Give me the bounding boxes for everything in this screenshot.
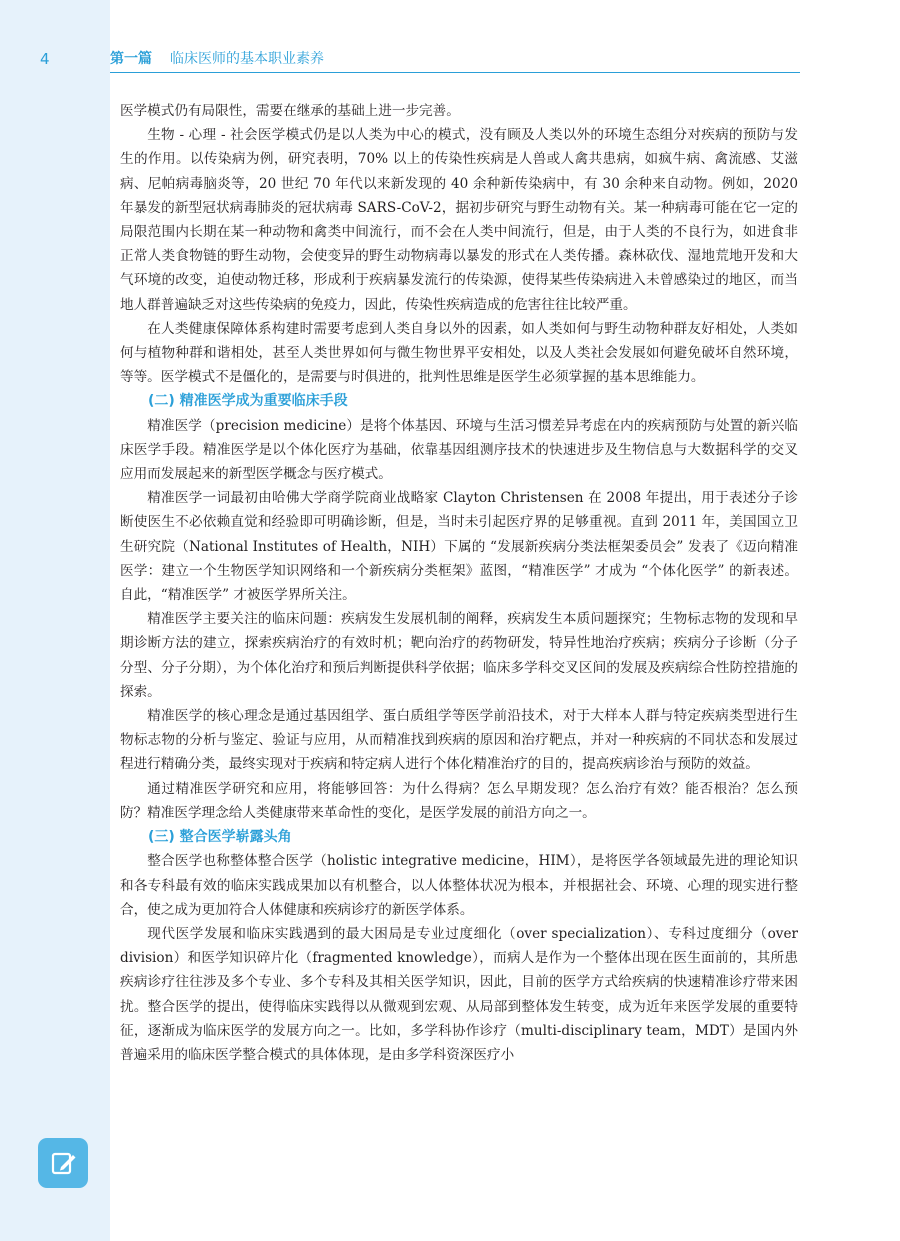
header-rule: [110, 72, 800, 73]
paragraph: 精准医学的核心理念是通过基因组学、蛋白质组学等医学前沿技术，对于大样本人群与特定疾病类型进行生物标志物的分析与鉴定、验证与应用，从而精准找到疾病的原因和治疗靶点，并对一种疾病的不同状态和发展过程进行精确分类，最终实现对于疾病和特定病人进行个体化精准治疗的目的，提高疾病诊治与预防的效益。: [120, 708, 798, 773]
paragraph: 精准医学一词最初由哈佛大学商学院商业战略家 Clayton Christensen 在 2008 年提出，用于表述分子诊断使医生不必依赖直觉和经验即可明确诊断，但是，当时未引起医疗界的足够重视。直到 2011 年，美国国立卫生研究院（National Institutes of Health，NIH）下属的 “发展新疾病分类法框架委员会” 发表了《迈向精准医学：建立一个生物医学知识网络和一个新疾病分类框架》蓝图，“精准医学” 才成为 “个体化医学” 的新表述。自此，“精准医学” 才被医学界所关注。: [120, 490, 798, 604]
paragraph: 通过精准医学研究和应用，将能够回答：为什么得病？怎么早期发现？怎么治疗有效？能否根治？怎么预防？精准医学理念给人类健康带来革命性的变化，是医学发展的前沿方向之一。: [120, 780, 798, 821]
paragraph: 精准医学（precision medicine）是将个体基因、环境与生活习惯差异考虑在内的疾病预防与处置的新兴临床医学手段。精准医学是以个体化医疗为基础，依靠基因组测序技术的快速进步及生物信息与大数据科学的交叉应用而发展起来的新型医学概念与医疗模式。: [120, 417, 798, 483]
paragraph: 精准医学主要关注的临床问题：疾病发生发展机制的阐释，疾病发生本质问题探究；生物标志物的发现和早期诊断方法的建立，探索疾病治疗的有效时机；靶向治疗的药物研发，特异性地治疗疾病；疾病分子诊断（分子分型、分子分期），为个体化治疗和预后判断提供科学依据；临床多学科交叉区间的发展及疾病综合性防控措施的探索。: [120, 611, 798, 700]
running-header: [110, 48, 810, 68]
paragraph: 医学模式仍有局限性，需要在继承的基础上进一步完善。: [120, 103, 460, 119]
paragraph: 整合医学也称整体整合医学（holistic integrative medicine，HIM），是将医学各领域最先进的理论知识和各专科最有效的临床实践成果加以有机整合，以人体整体状况为根本，并根据社会、环境、心理的现实进行整合，使之成为更加符合人体健康和疾病诊疗的新医学体系。: [120, 853, 798, 918]
paragraph: 现代医学发展和临床实践遇到的最大困局是专业过度细化（over specialization）、专科过度细分（over division）和医学知识碎片化（fragmented knowledge），而病人是作为一个整体出现在医生面前的，其所患疾病诊疗往往涉及多个专业、多个专科及其相关医学知识，因此，目前的医学方式给疾病的快速精准诊疗带来困扰。整合医学的提出，使得临床实践得以从微观到宏观、从局部到整体发生转变，成为近年来医学发展的重要特征，逐渐成为临床医学的发展方向之一。比如，多学科协作诊疗（multi-disciplinary team，MDT）是国内外普遍采用的临床医学整合模式的具体体现，是由多学科资深医疗小: [120, 925, 798, 1063]
margin-strip: [0, 0, 110, 1241]
pencil-icon: [48, 1148, 78, 1178]
paragraph: 生物 - 心理 - 社会医学模式仍是以人类为中心的模式，没有顾及人类以外的环境生态组分对疾病的预防与发生的作用。以传染病为例，研究表明，70% 以上的传染性疾病是人兽或人禽共患病，如疯牛病、禽流感、艾滋病、尼帕病毒脑炎等，20 世纪 70 年代以来新发现的 40 余种新传染病中，有 30 余种来自动物。例如，2020 年暴发的新型冠状病毒肺炎的冠状病毒 SARS-CoV-2，据初步研究与野生动物有关。某一种病毒可能在它一定的局限范围内长期在某一种动物和禽类中间流行，而不会在人类中间流行，但是，由于人类的不良行为，如进食非正常人类食物链的野生动物，会使变异的野生动物病毒以暴发的形式在人类传播。森林砍伐、湿地荒地开发和大气环境的改变，迫使动物迁移，形成利于疾病暴发流行的传染源，使得某些传染病进入未曾感染过的地区，而当地人群普遍缺乏对这些传染病的免疫力，因此，传染性疾病造成的危害往往比较严重。: [120, 127, 798, 313]
paragraph: 在人类健康保障体系构建时需要考虑到人类自身以外的因素，如人类如何与野生动物种群友好相处，人类如何与植物种群和谐相处，甚至人类世界如何与微生物世界平安相处，以及人类社会发展如何避免破坏自然环境，等等。医学模式不是僵化的，是需要与时俱进的，批判性思维是医学生必须掌握的基本思维能力。: [120, 320, 798, 386]
page-number: 4: [40, 50, 50, 68]
header-title: 临床医师的基本职业素养: [170, 51, 324, 67]
body-text: [120, 99, 798, 1067]
section-heading: (三) 整合医学崭露头角: [148, 829, 292, 846]
header-part: 第一篇: [110, 51, 152, 67]
pencil-note-icon[interactable]: [38, 1138, 88, 1188]
section-heading: (二) 精准医学成为重要临床手段: [148, 393, 348, 410]
